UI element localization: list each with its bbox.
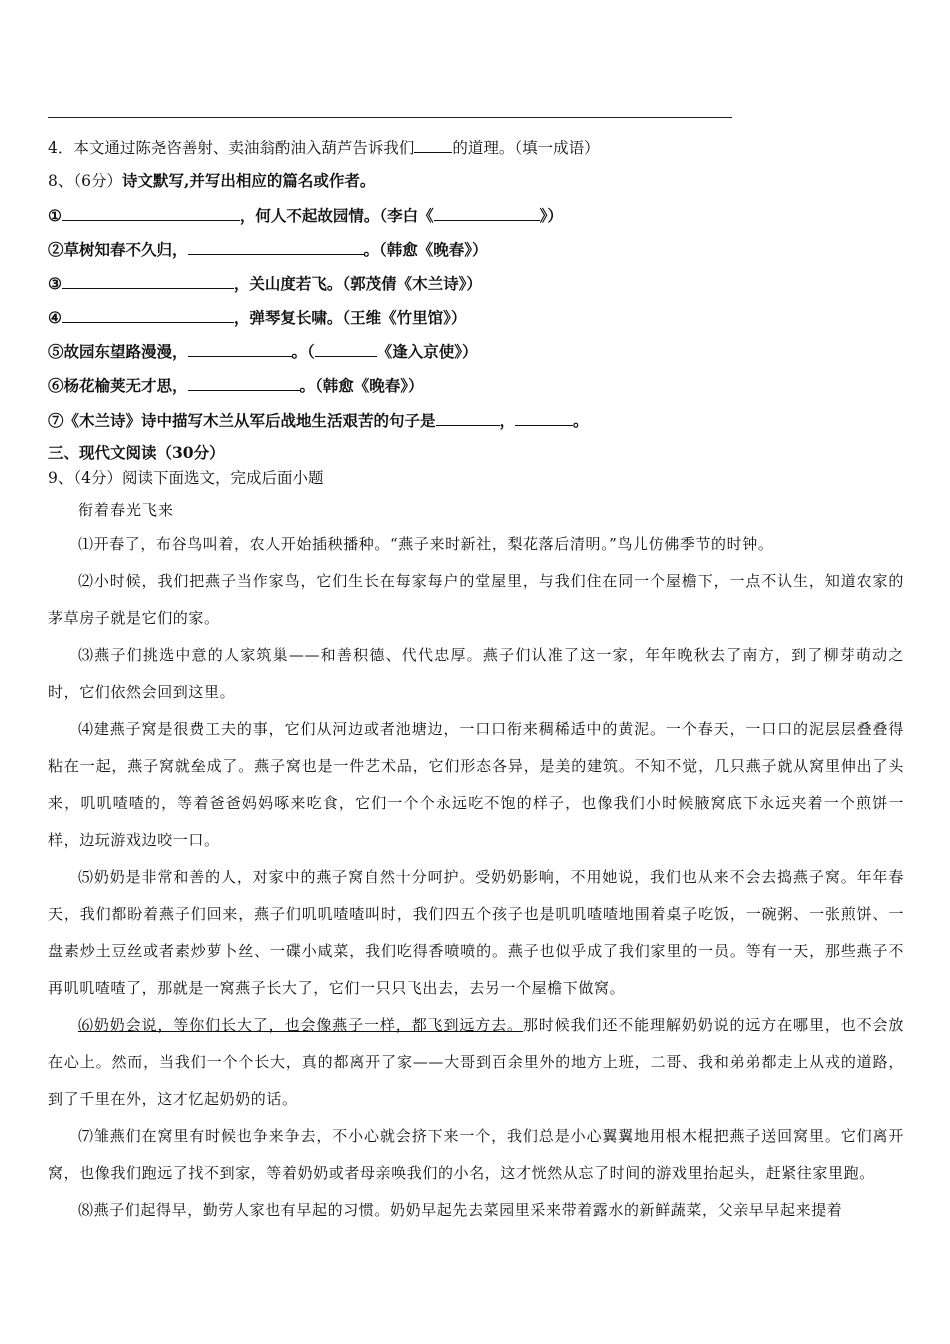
q8-item-6-suffix: 。（韩愈《晚春》）	[299, 376, 424, 395]
passage-paragraph-7: ⑺雏燕们在窝里有时候也争来争去，不小心就会挤下来一个，我们总是小心翼翼地用根木棍把燕子送回窝里。它们离开窝，也像我们跑远了找不到家，等着奶奶或者母亲唤我们的小名，这才恍然从忘了时间的游戏里抬起头，赶紧往家里跑。	[48, 1127, 904, 1182]
q8-item-3-suffix: ，关山度若飞。（郭茂倩《木兰诗》）	[233, 274, 482, 293]
q8-instruction: 诗文默写,并写出相应的篇名或作者。	[121, 171, 376, 190]
q8-item-5-blank[interactable]	[188, 340, 292, 357]
q8-item-5-mid: 。（	[291, 342, 315, 361]
q8-item-4-prefix: ④	[48, 308, 62, 327]
question-8-header	[48, 171, 375, 191]
passage-paragraph-8: ⑻燕子们起得早，勤劳人家也有早起的习惯。奶奶早起先去菜园里采来带着露水的新鲜蔬菜，父亲早早起来提着	[78, 1201, 843, 1219]
q8-item-7-blank-2[interactable]	[515, 409, 573, 426]
q8-item-2	[48, 238, 488, 260]
passage-body	[48, 526, 904, 1229]
q8-item-6-blank[interactable]	[188, 374, 300, 391]
q8-item-1-prefix: ①	[48, 206, 62, 225]
q8-item-4-blank[interactable]	[62, 306, 234, 323]
passage-title: 衔着春光飞来	[78, 501, 175, 519]
q8-item-5-title-blank[interactable]	[315, 340, 377, 357]
passage-paragraph-1: ⑴开春了，布谷鸟叫着，农人开始插秧播种。“燕子来时新社，梨花落后清明。”鸟儿仿佛季节的时钟。	[78, 535, 774, 553]
q8-item-7	[48, 409, 589, 431]
q8-item-7-mid: ，	[499, 411, 516, 430]
q8-item-3	[48, 272, 482, 294]
q4-text-after: 的道理。（填一成语）	[452, 139, 600, 157]
q4-answer-blank[interactable]	[414, 136, 452, 153]
q8-item-1	[48, 204, 563, 226]
q8-item-2-blank[interactable]	[188, 238, 364, 255]
q8-item-4-suffix: ，弹琴复长啸。（王维《竹里馆》）	[233, 308, 467, 327]
q4-text-before: 4．本文通过陈尧咨善射、卖油翁酌油入葫芦告诉我们	[48, 139, 415, 157]
q8-item-1-title-blank[interactable]	[434, 204, 540, 221]
q8-item-7-suffix: 。	[573, 411, 589, 430]
q8-item-7-prefix: ⑦《木兰诗》诗中描写木兰从军后战地生活艰苦的句子是	[48, 411, 436, 430]
q8-item-1-mid: ，何人不起故园情。（李白《	[239, 206, 434, 225]
q8-item-1-blank[interactable]	[62, 204, 240, 221]
q8-item-2-prefix: ②草树知春不久归，	[48, 240, 188, 259]
question-9-header: 9、（4分）阅读下面选文，完成后面小题	[48, 469, 324, 487]
q8-item-4	[48, 306, 466, 328]
section-3-heading: 三、现代文阅读（30分）	[48, 443, 225, 462]
q8-item-3-blank[interactable]	[62, 272, 234, 289]
top-divider	[48, 117, 732, 118]
passage-paragraph-5: ⑸奶奶是非常和善的人，对家中的燕子窝自然十分呵护。受奶奶影响，不用她说，我们也从来不会去捣燕子窝。年年春天，我们都盼着燕子们回来，燕子们叽叽喳喳叫时，我们四五个孩子也是叽叽喳喳地围着桌子吃饭，一碗粥、一张煎饼、一盘素炒土豆丝或者素炒萝卜丝、一碟小咸菜，我们吃得香喷喷的。燕子也似乎成了我们家里的一员。等有一天，那些燕子不再叽叽喳喳了，那就是一窝燕子长大了，它们一只只飞出去，去另一个屋檐下做窝。	[48, 868, 904, 997]
q8-number: 8、（6分）	[48, 172, 122, 190]
passage-paragraph-2: ⑵小时候，我们把燕子当作家鸟，它们生长在每家每户的堂屋里，与我们住在同一个屋檐下，一点不认生，知道农家的茅草房子就是它们的家。	[48, 572, 904, 627]
q8-item-6-prefix: ⑥杨花榆荚无才思，	[48, 376, 188, 395]
passage-paragraph-6-rest: 那时候我们还不能理解奶奶说的远方在哪里，也不会放在心上。然而，当我们一个个长大，真的都离开了家——大哥到百余里外的地方上班，二哥、我和弟弟都走上从戎的道路，到了千里在外，这才忆起奶奶的话。	[48, 1016, 904, 1108]
passage-paragraph-6	[48, 1007, 904, 1118]
q8-item-6	[48, 374, 424, 396]
q8-item-5-prefix: ⑤故园东望路漫漫，	[48, 342, 188, 361]
q8-item-5-suffix: 《逢入京使》）	[376, 342, 478, 361]
q8-item-2-suffix: 。（韩愈《晚春》）	[363, 240, 488, 259]
passage-paragraph-3: ⑶燕子们挑选中意的人家筑巢——和善积德、代代忠厚。燕子们认准了这一家，年年晚秋去了南方，到了柳芽萌动之时，它们依然会回到这里。	[48, 646, 904, 701]
passage-paragraph-6-underlined: ⑹奶奶会说，等你们长大了，也会像燕子一样，都飞到远方去。	[78, 1016, 523, 1034]
q8-item-5	[48, 340, 478, 362]
passage-paragraph-4: ⑷建燕子窝是很费工夫的事，它们从河边或者池塘边，一口口衔来稠稀适中的黄泥。一个春天，一口口的泥层层叠叠得粘在一起，燕子窝就垒成了。燕子窝也是一件艺术品，它们形态各异，是美的建筑。不知不觉，几只燕子就从窝里伸出了头来，叽叽喳喳的，等着爸爸妈妈啄来吃食，它们一个个永远吃不饱的样子，也像我们小时候腋窝底下永远夹着一个煎饼一样，边玩游戏边咬一口。	[48, 720, 904, 849]
q8-item-1-suffix: 》）	[539, 206, 563, 225]
question-4	[48, 136, 600, 158]
q8-item-3-prefix: ③	[48, 274, 62, 293]
q8-item-7-blank-1[interactable]	[436, 409, 500, 426]
